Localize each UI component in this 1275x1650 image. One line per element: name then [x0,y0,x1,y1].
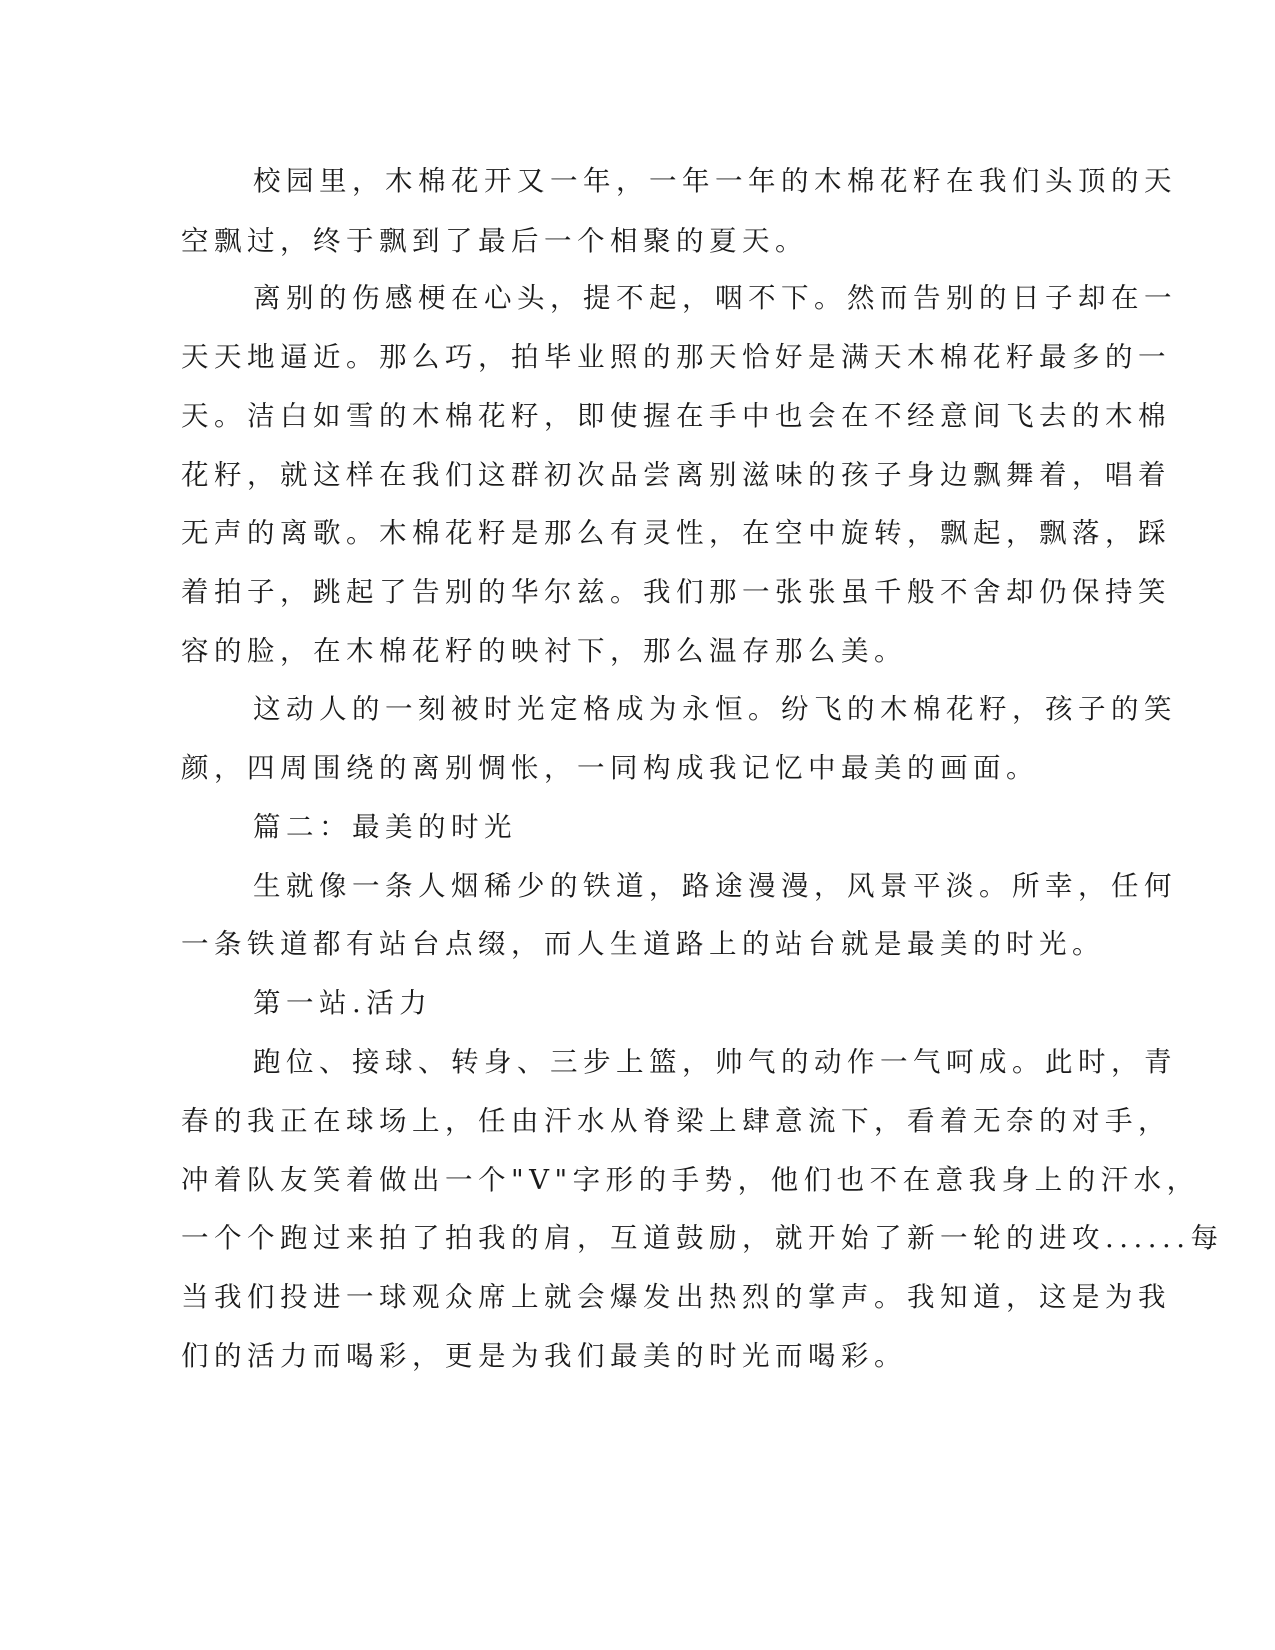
text-line: 空飘过，终于飘到了最后一个相聚的夏天。 [181,225,808,257]
text-line: 春的我正在球场上，任由汗水从脊梁上肆意流下，看着无奈的对手， [181,1105,1171,1137]
text-line: 容的脸，在木棉花籽的映衬下，那么温存那么美。 [181,635,907,667]
text-line: 一条铁道都有站台点缀，而人生道路上的站台就是最美的时光。 [181,928,1105,960]
subsection-heading: 第一站.活力 [253,987,433,1019]
section-heading: 篇二：最美的时光 [253,811,517,843]
text-line: 花籽，就这样在我们这群初次品尝离别滋味的孩子身边飘舞着，唱着 [181,459,1171,491]
text-line: 颜，四周围绕的离别惆怅，一同构成我记忆中最美的画面。 [181,752,1039,784]
text-line: 生就像一条人烟稀少的铁道，路途漫漫，风景平淡。所幸，任何 [253,870,1177,902]
text-line: 冲着队友笑着做出一个"V"字形的手势，他们也不在意我身上的汗水， [181,1164,1200,1196]
text-line: 天天地逼近。那么巧，拍毕业照的那天恰好是满天木棉花籽最多的一 [181,341,1171,373]
text-line: 跑位、接球、转身、三步上篮，帅气的动作一气呵成。此时，青 [253,1046,1177,1078]
text-line: 当我们投进一球观众席上就会爆发出热烈的掌声。我知道，这是为我 [181,1281,1171,1313]
text-line: 校园里，木棉花开又一年，一年一年的木棉花籽在我们头顶的天 [253,165,1177,197]
text-line: 离别的伤感梗在心头，提不起，咽不下。然而告别的日子却在一 [253,282,1177,314]
text-line: 们的活力而喝彩，更是为我们最美的时光而喝彩。 [181,1340,907,1372]
text-line: 着拍子，跳起了告别的华尔兹。我们那一张张虽千般不舍却仍保持笑 [181,576,1171,608]
text-line: 这动人的一刻被时光定格成为永恒。纷飞的木棉花籽，孩子的笑 [253,693,1177,725]
text-line: 一个个跑过来拍了拍我的肩，互道鼓励，就开始了新一轮的进攻......每 [181,1222,1224,1254]
text-line: 无声的离歌。木棉花籽是那么有灵性，在空中旋转，飘起，飘落，踩 [181,517,1171,549]
text-line: 天。洁白如雪的木棉花籽，即使握在手中也会在不经意间飞去的木棉 [181,400,1171,432]
